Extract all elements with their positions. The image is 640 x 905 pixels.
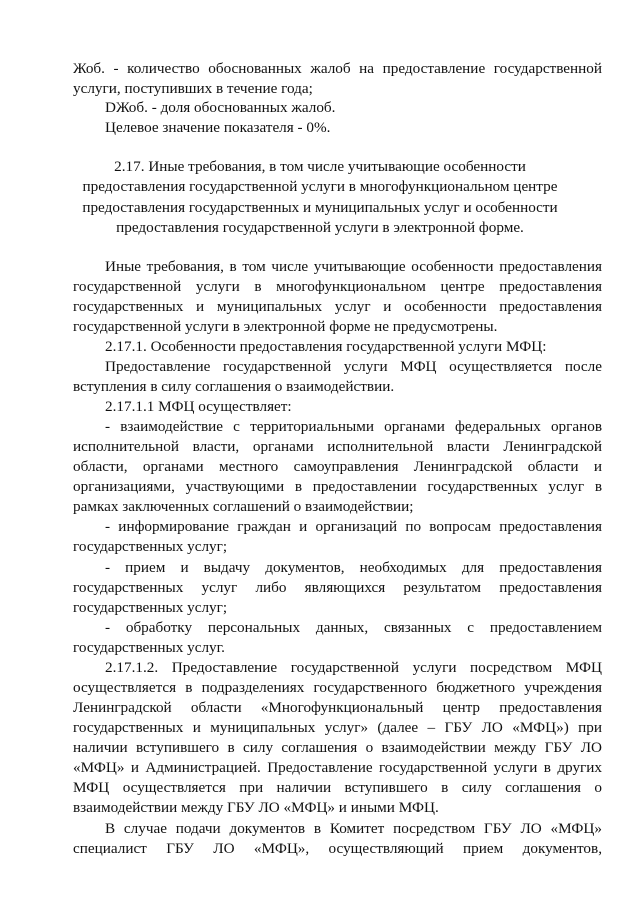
- text-line: области, органами местного самоуправления Ленинградской области и: [73, 458, 602, 475]
- text-line: взаимодействии между ГБУ ЛО «МФЦ» и иными МФЦ.: [73, 799, 439, 816]
- text-line: исполнительной власти, органами исполнительной власти Ленинградской: [73, 438, 602, 455]
- text-line: организациями, участвующими в предоставлении государственных услуг в: [73, 478, 602, 495]
- text-line: услуги, поступивших в течение года;: [73, 80, 313, 97]
- text-line: DЖоб. - доля обоснованных жалоб.: [105, 99, 336, 116]
- text-line: «МФЦ» и Администрацией. Предоставление государственной услуги в других: [73, 759, 602, 776]
- text-line: Ленинградской области «Многофункциональный центр предоставления: [73, 699, 602, 716]
- text-line: МФЦ осуществляется при наличии вступившего в силу соглашения о: [73, 779, 602, 796]
- section-heading-line: предоставления государственной услуги в электронной форме.: [116, 219, 524, 236]
- text-line: - прием и выдачу документов, необходимых для предоставления: [105, 559, 602, 576]
- text-line: государственных и муниципальных услуг» (далее – ГБУ ЛО «МФЦ») при: [73, 719, 602, 736]
- text-line: государственной услуги в электронной форме не предусмотрены.: [73, 318, 498, 335]
- text-line: наличии вступившего в силу соглашения о взаимодействии между ГБУ ЛО: [73, 739, 602, 756]
- section-heading-line: предоставления государственной услуги в многофункциональном центре: [82, 178, 558, 195]
- text-line: государственных услуг;: [73, 599, 228, 616]
- section-heading-line: предоставления государственных и муниципальных услуг и особенности: [82, 199, 558, 216]
- text-line: 2.17.1.1 МФЦ осуществляет:: [105, 398, 292, 415]
- text-line: специалист ГБУ ЛО «МФЦ», осуществляющий прием документов,: [73, 840, 602, 857]
- text-line: 2.17.1.2. Предоставление государственной услуги посредством МФЦ: [105, 659, 602, 676]
- text-line: 2.17.1. Особенности предоставления государственной услуги МФЦ:: [105, 338, 547, 355]
- text-line: Целевое значение показателя - 0%.: [105, 119, 331, 136]
- text-line: государственных услуг либо являющихся результатом предоставления: [73, 579, 602, 596]
- text-line: - обработку персональных данных, связанных с предоставлением: [105, 619, 602, 636]
- text-line: Жоб. - количество обоснованных жалоб на предоставление государственной: [73, 60, 602, 77]
- text-line: государственной услуги в многофункциональном центре предоставления: [73, 278, 602, 295]
- text-line: государственных услуг;: [73, 538, 228, 555]
- text-line: государственных и муниципальных услуг и особенности предоставления: [73, 298, 602, 315]
- text-line: Предоставление государственной услуги МФЦ осуществляется после: [105, 358, 602, 375]
- text-line: осуществляется в подразделениях государственного бюджетного учреждения: [73, 679, 602, 696]
- text-line: вступления в силу соглашения о взаимодействии.: [73, 378, 395, 395]
- section-heading-line: 2.17. Иные требования, в том числе учитывающие особенности: [114, 158, 526, 175]
- text-line: рамках заключенных соглашений о взаимодействии;: [73, 498, 414, 515]
- text-line: - взаимодействие с территориальными органами федеральных органов: [105, 418, 602, 435]
- text-line: В случае подачи документов в Комитет посредством ГБУ ЛО «МФЦ»: [105, 820, 602, 837]
- text-line: - информирование граждан и организаций по вопросам предоставления: [105, 518, 602, 535]
- text-line: государственных услуг.: [73, 639, 225, 656]
- text-line: Иные требования, в том числе учитывающие особенности предоставления: [105, 258, 602, 275]
